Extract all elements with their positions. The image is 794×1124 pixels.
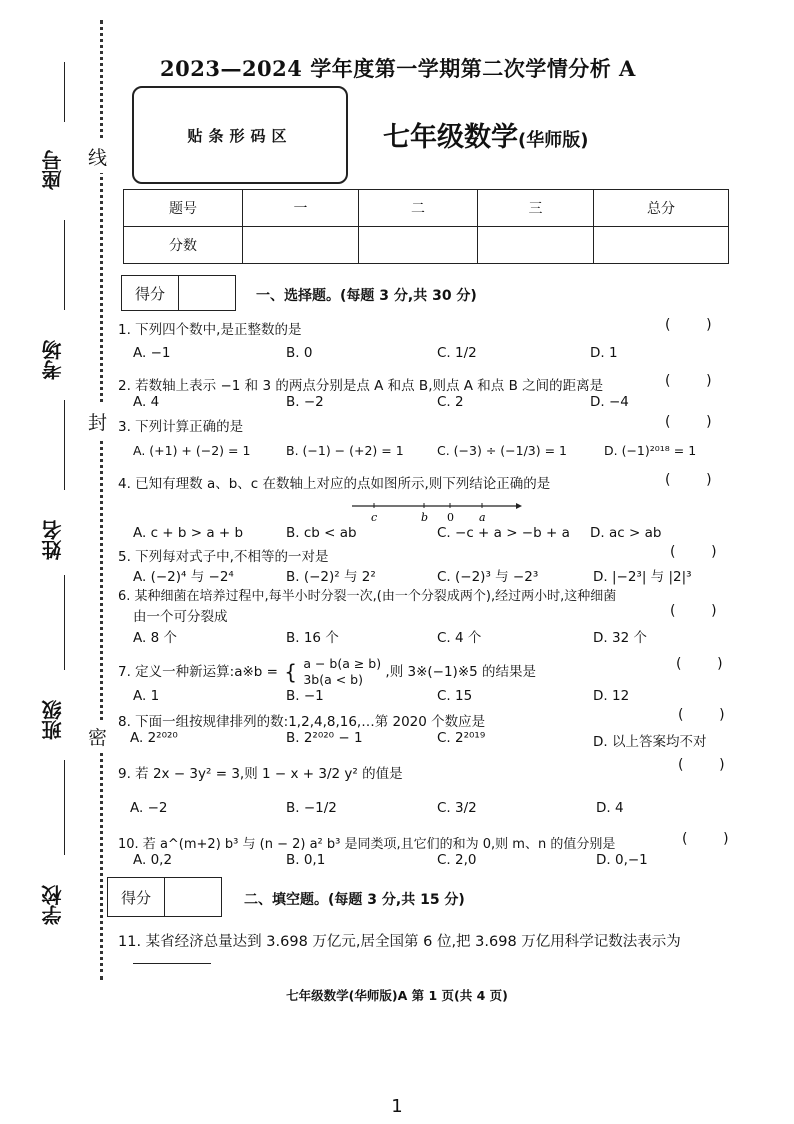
- q6-option-c: C. 4 个: [437, 630, 482, 646]
- score-table-header-2: 二: [359, 190, 478, 227]
- q6-stem: 6. 某种细菌在培养过程中,每半小时分裂一次,(由一个分裂成两个),经过两小时,这种细菌: [118, 589, 617, 604]
- q8-option-d: D. 以上答案均不对: [593, 734, 707, 750]
- barcode-area: 贴条形码区: [132, 86, 348, 184]
- q7-brace: {: [284, 660, 298, 684]
- q5-stem: 5. 下列每对式子中,不相等的一对是: [118, 549, 329, 565]
- subject-name: 七年级数学: [383, 122, 518, 153]
- edition-label: (华师版): [518, 130, 589, 151]
- q5-answer-paren[interactable]: ( ): [670, 544, 717, 560]
- seat-number-label: 座号: [41, 150, 65, 190]
- q9-option-b: B. −1/2: [286, 800, 337, 816]
- score-table: [123, 189, 729, 264]
- q3-option-b: B. (−1) − (+2) = 1: [286, 443, 404, 458]
- score-box-input[interactable]: [179, 276, 235, 310]
- q6-answer-paren[interactable]: ( ): [670, 603, 717, 619]
- school-field: [38, 855, 78, 925]
- school-line: [64, 760, 65, 855]
- score-cell-1[interactable]: [243, 227, 359, 264]
- q7-stem-start: 7. 定义一种新运算:a※b =: [118, 664, 278, 680]
- q10-option-b: B. 0,1: [286, 852, 326, 868]
- q7-option-a: A. 1: [133, 688, 160, 704]
- seat-number-line: [64, 62, 65, 122]
- score-cell-total[interactable]: [594, 227, 729, 264]
- q1-option-c: C. 1/2: [437, 345, 477, 361]
- q8-option-a: A. 2²⁰²⁰: [130, 730, 178, 746]
- exam-title: 2023—2024 学年度第一学期第二次学情分析 A: [160, 56, 636, 81]
- score-box-label: 得分: [108, 878, 165, 916]
- q4-answer-paren[interactable]: ( ): [665, 472, 712, 488]
- section-one-score-box: [121, 275, 236, 311]
- exam-room-label: 考场: [41, 340, 65, 380]
- q8-stem: 8. 下面一组按规律排列的数:1,2,4,8,16,…第 2020 个数应是: [118, 714, 486, 730]
- score-cell-3[interactable]: [478, 227, 594, 264]
- q1-stem: 1. 下列四个数中,是正整数的是: [118, 322, 302, 338]
- q1-option-b: B. 0: [286, 345, 313, 361]
- q3-option-a: A. (+1) + (−2) = 1: [133, 443, 251, 458]
- score-table-header-3: 三: [478, 190, 594, 227]
- label-b: b: [421, 511, 429, 524]
- q8-option-b: B. 2²⁰²⁰ − 1: [286, 730, 363, 746]
- q8-answer-paren[interactable]: ( ): [678, 707, 725, 723]
- q3-option-c: C. (−3) ÷ (−1/3) = 1: [437, 443, 567, 458]
- q10-option-d: D. 0,−1: [596, 852, 648, 868]
- q4-option-b: B. cb < ab: [286, 525, 357, 541]
- q5-option-a: A. (−2)⁴ 与 −2⁴: [133, 569, 234, 585]
- name-line: [64, 400, 65, 490]
- number-line-arrow: [516, 503, 522, 509]
- q5-option-c: C. (−2)³ 与 −2³: [437, 569, 539, 585]
- q6-option-b: B. 16 个: [286, 630, 339, 646]
- q2-option-b: B. −2: [286, 394, 324, 410]
- q7-case-1: a − b(a ≥ b): [303, 656, 382, 671]
- score-box-input[interactable]: [165, 878, 221, 916]
- page-footer: 七年级数学(华师版)A 第 1 页(共 4 页): [286, 988, 508, 1003]
- seal-char-feng: 封: [88, 405, 107, 438]
- q9-answer-paren[interactable]: ( ): [678, 757, 725, 773]
- q2-option-d: D. −4: [590, 394, 629, 410]
- q8-option-c: C. 2²⁰¹⁹: [437, 730, 486, 746]
- q6-option-a: A. 8 个: [133, 630, 177, 646]
- label-a: a: [479, 511, 486, 524]
- section-one-title: 一、选择题。(每题 3 分,共 30 分): [256, 288, 477, 304]
- exam-room-field: [38, 310, 78, 380]
- q11-stem: 11. 某省经济总量达到 3.698 万亿元,居全国第 6 位,把 3.698 万亿用科学记数法表示为: [118, 934, 681, 950]
- score-table-header-1: 一: [243, 190, 359, 227]
- q3-answer-paren[interactable]: ( ): [665, 414, 712, 430]
- q10-stem: 10. 若 a^(m+2) b³ 与 (n − 2) a² b³ 是同类项,且它们的和为 0,则 m、n 的值分别是: [118, 837, 616, 852]
- class-line: [64, 575, 65, 670]
- q7-option-c: C. 15: [437, 688, 473, 704]
- label-c: c: [371, 511, 378, 524]
- score-box-label: 得分: [122, 276, 179, 310]
- q9-option-a: A. −2: [130, 800, 168, 816]
- q9-option-d: D. 4: [596, 800, 624, 816]
- q2-stem: 2. 若数轴上表示 −1 和 3 的两点分别是点 A 和点 B,则点 A 和点 B 之间的距离是: [118, 378, 604, 394]
- q4-option-d: D. ac > ab: [590, 525, 662, 541]
- q2-option-a: A. 4: [133, 394, 160, 410]
- class-label: 班级: [41, 700, 65, 740]
- q7-stem-end: ,则 3※(−1)※5 的结果是: [385, 664, 537, 680]
- class-field: [38, 670, 78, 740]
- q6-option-d: D. 32 个: [593, 630, 647, 646]
- score-table-header-total: 总分: [594, 190, 729, 227]
- score-cell-2[interactable]: [359, 227, 478, 264]
- q9-stem: 9. 若 2x − 3y² = 3,则 1 − x + 3/2 y² 的值是: [118, 766, 403, 782]
- school-label: 学校: [41, 885, 65, 925]
- subject-title: [383, 115, 588, 154]
- q3-stem: 3. 下列计算正确的是: [118, 419, 244, 435]
- q5-option-d: D. |−2³| 与 |2|³: [593, 569, 692, 585]
- name-field: [38, 490, 78, 560]
- name-label: 姓名: [41, 520, 65, 560]
- q5-option-b: B. (−2)² 与 2²: [286, 569, 376, 585]
- q9-option-c: C. 3/2: [437, 800, 477, 816]
- q2-answer-paren[interactable]: ( ): [665, 373, 712, 389]
- exam-room-line: [64, 220, 65, 310]
- page-number: 1: [391, 1096, 403, 1117]
- score-table-header-question: 题号: [124, 190, 243, 227]
- q7-option-b: B. −1: [286, 688, 324, 704]
- seal-char-mi: 密: [88, 720, 107, 753]
- q10-option-c: C. 2,0: [437, 852, 477, 868]
- q4-number-line: [352, 502, 522, 524]
- seat-number-field: [38, 120, 78, 190]
- q7-option-d: D. 12: [593, 688, 630, 704]
- q1-answer-paren[interactable]: ( ): [665, 317, 712, 333]
- q10-option-a: A. 0,2: [133, 852, 173, 868]
- q4-option-c: C. −c + a > −b + a: [437, 525, 570, 541]
- label-zero: 0: [447, 511, 454, 524]
- section-two-title: 二、填空题。(每题 3 分,共 15 分): [244, 892, 465, 908]
- seal-char-xian: 线: [88, 140, 107, 173]
- q4-option-a: A. c + b > a + b: [133, 525, 244, 541]
- q2-option-c: C. 2: [437, 394, 464, 410]
- q7-case-2: 3b(a < b): [303, 672, 363, 687]
- q6-stem-line2: 由一个可分裂成: [133, 609, 228, 625]
- q4-stem: 4. 已知有理数 a、b、c 在数轴上对应的点如图所示,则下列结论正确的是: [118, 476, 551, 492]
- section-two-score-box: [107, 877, 222, 917]
- q3-option-d: D. (−1)²⁰¹⁸ = 1: [604, 443, 697, 458]
- q10-answer-paren[interactable]: ( ): [682, 831, 729, 847]
- q1-option-d: D. 1: [590, 345, 618, 361]
- q7-cases: [303, 656, 381, 688]
- q1-option-a: A. −1: [133, 345, 171, 361]
- q7-stem: [118, 656, 536, 688]
- q11-answer-blank[interactable]: [133, 963, 211, 964]
- score-table-row-label: 分数: [124, 227, 243, 264]
- q7-answer-paren[interactable]: ( ): [676, 656, 723, 672]
